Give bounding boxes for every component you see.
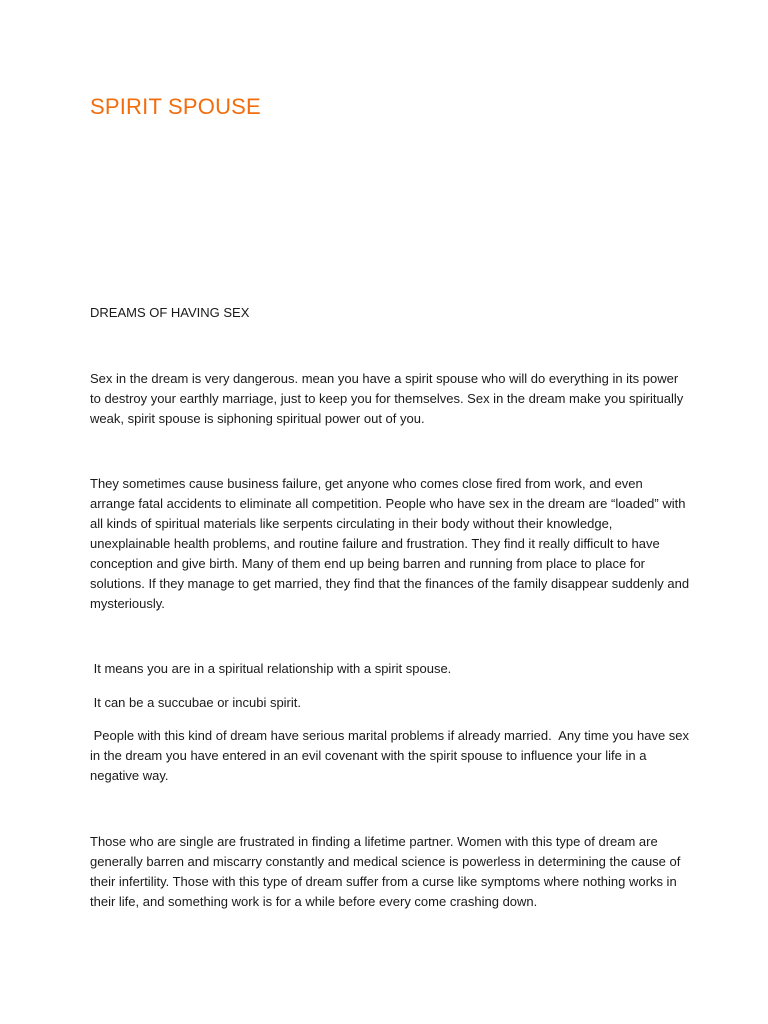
paragraph: Those who are single are frustrated in finding a lifetime partner. Women with this type of dream are generally barren and miscarry constantly and medical science is powerless in determining the cause of their infertility. Those with this type of dream suffer from a curse like symptoms where nothing works in their life, and something work is for a while before every come crashing down. (90, 834, 681, 909)
paragraph: People with this kind of dream have serious marital problems if already married. Any time you have sex in the dream you have entered in an evil covenant with the spirit spouse to influence your life in a negative way. (90, 728, 693, 783)
paragraph: It means you are in a spiritual relationship with a spirit spouse. (90, 661, 452, 676)
paragraph: Sex in the dream is very dangerous. mean you have a spirit spouse who will do everything in its power to destroy your earthly marriage, just to keep you for themselves. Sex in the dream make you spiritually weak, spirit spouse is siphoning spiritual power out of you. (90, 371, 684, 426)
document-title: SPIRIT SPOUSE (90, 94, 261, 119)
paragraph: It can be a succubae or incubi spirit. (90, 695, 302, 710)
section-heading: DREAMS OF HAVING SEX (90, 305, 250, 320)
paragraph: They sometimes cause business failure, get anyone who comes close fired from work, and even arrange fatal accidents to eliminate all competition. People who have sex in the dream are “loaded” with all kinds of spiritual materials like serpents circulating in their body without their knowledge, unexplainable health problems, and routine failure and frustration. They find it really difficult to have conception and give birth. Many of them end up being barren and running from place to place for solutions. If they manage to get married, they find that the finances of the family disappear suddenly and mysteriously. (90, 476, 690, 611)
